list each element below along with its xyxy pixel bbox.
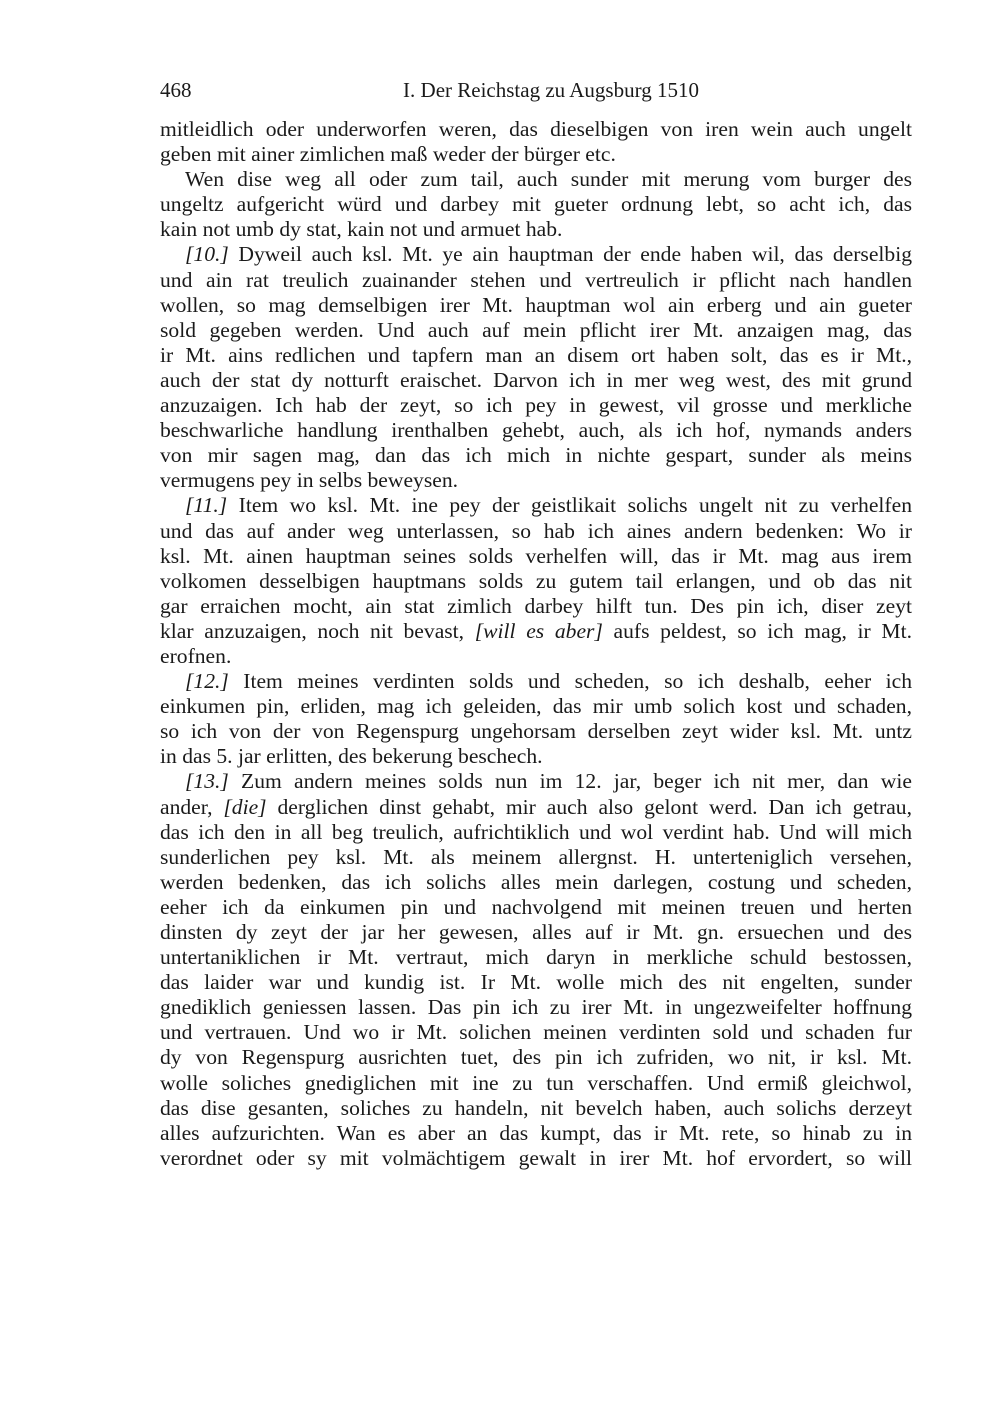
text-line <box>160 845 912 870</box>
text-line <box>160 870 912 895</box>
text-line <box>160 117 912 142</box>
line-text: auch der stat dy notturft eraischet. Darvon ich in mer weg west, des mit grund <box>160 367 912 392</box>
text-line <box>160 418 912 443</box>
running-title: I. Der Reichstag zu Augsburg 1510 <box>403 78 699 102</box>
line-text: wolle soliches gnediglichen mit ine zu tun verschaffen. Und ermiß gleichwol, <box>160 1070 912 1095</box>
line-text: ungeltz aufgericht würd und darbey mit gueter ordnung lebt, so acht ich, das <box>160 192 912 217</box>
paragraph <box>160 669 912 769</box>
line-text: in das 5. jar erlitten, des bekerung beschech. <box>160 744 543 769</box>
text-line <box>160 1071 912 1096</box>
text-line <box>160 217 912 242</box>
text-line <box>160 569 912 594</box>
line-text: beschwarliche handlung irenthalben gehebt, auch, als ich hof, nymands anders <box>160 418 912 443</box>
text-line <box>160 1146 912 1171</box>
text-line <box>160 719 912 744</box>
line-text: ksl. Mt. ainen hauptman seines solds verhelfen will, das ir Mt. mag aus irem <box>160 543 912 568</box>
line-text: volkomen desselbigen hauptmans solds zu gutem tail erlangen, und ob das nit <box>160 568 912 593</box>
text-line <box>160 318 912 343</box>
text-line <box>160 895 912 920</box>
text-line <box>160 1121 912 1146</box>
text-line <box>160 242 912 267</box>
line-text: Wen dise weg all oder zum tail, auch sunder mit merung vom burger des <box>185 167 912 192</box>
line-text: kain not umb dy stat, kain not und armuet hab. <box>160 217 563 242</box>
line-text: ir Mt. ains redlichen und tapfern man an disem ort haben solt, das es ir Mt., <box>160 342 912 367</box>
paragraph <box>160 242 912 493</box>
text-line <box>160 995 912 1020</box>
text-line <box>160 594 912 619</box>
line-text: gnediklich geniessen lassen. Das pin ich zu irer Mt. in ungezweifelter hoffnung <box>160 995 912 1020</box>
line-text: alles aufzurichten. Wan es aber an das kumpt, das ir Mt. rete, so hinab zu in <box>160 1120 912 1145</box>
line-text: untertaniklichen ir Mt. vertraut, mich daryn in merkliche schuld bestossen, <box>160 945 912 970</box>
text-line <box>160 192 912 217</box>
text-line <box>160 343 912 368</box>
line-text: derglichen dinst gehabt, mir auch also gelont werd. Dan ich getrau, <box>266 794 912 819</box>
text-line <box>160 443 912 468</box>
line-text: Zum andern meines solds nun im 12. jar, beger ich nit mer, dan wie <box>228 769 912 794</box>
page-header <box>160 78 912 108</box>
line-text: Dyweil auch ksl. Mt. ye ain hauptman der ende haben wil, das derselbig <box>228 242 912 267</box>
line-text: sunderlichen pey ksl. Mt. als meinem allergnst. H. unterteniglich versehen, <box>160 844 912 869</box>
line-text: das ich den in all beg treulich, aufrichtiklich und wol verdint hab. Und will mich <box>160 819 912 844</box>
line-text: gar erraichen mocht, ain stat zimlich darbey hilft tun. Des pin ich, diser zeyt <box>160 593 912 618</box>
text-line <box>160 368 912 393</box>
line-text: wollen, so mag demselbigen irer Mt. hauptman wol ain erberg und ain gueter <box>160 292 912 317</box>
text-line <box>160 669 912 694</box>
text-line <box>160 820 912 845</box>
text-line <box>160 744 912 769</box>
line-text: dy von Regenspurg ausrichten tuet, des pin ich zufriden, wo nit, ir ksl. Mt. <box>160 1045 912 1070</box>
line-text: vermugens pey in selbs beweysen. <box>160 468 459 493</box>
line-text: eeher ich da einkumen pin und nachvolgend mit meinen treuen und herten <box>160 894 912 919</box>
line-text: und ain rat treulich zuainander stehen und vertreulich ir pflicht nach handlen <box>160 267 912 292</box>
line-text: das laider war und kundig ist. Ir Mt. wolle mich des nit engelten, sunder <box>160 970 912 995</box>
line-text: geben mit ainer zimlichen maß weder der bürger etc. <box>160 142 616 167</box>
text-line <box>160 468 912 493</box>
editorial-mark: [13.] <box>185 769 229 794</box>
text-line <box>160 1020 912 1045</box>
paragraph <box>160 117 912 167</box>
text-line <box>160 519 912 544</box>
editorial-mark: [will es aber] <box>474 618 603 643</box>
line-text: dinsten dy zeyt der jar her gewesen, alles auf ir Mt. gn. ersuechen und des <box>160 920 912 944</box>
line-text: Item wo ksl. Mt. ine pey der geistlikait solichs ungelt nit zu verhelfen <box>227 493 912 518</box>
line-text: von mir sagen mag, dan das ich mich in nichte gespart, sunder als meins <box>160 443 912 468</box>
line-text: und das auf ander weg unterlassen, so hab ich aines andern bedenken: Wo ir <box>160 518 912 543</box>
text-line <box>160 142 912 167</box>
text-line <box>160 293 912 318</box>
text-line <box>160 393 912 418</box>
line-text: anzuzaigen. Ich hab der zeyt, so ich pey in gewest, vil grosse und merkliche <box>160 393 912 418</box>
text-line <box>160 1096 912 1121</box>
text-line <box>160 1045 912 1070</box>
text-line <box>160 970 912 995</box>
editorial-mark: [die] <box>223 794 267 819</box>
text-line <box>160 920 912 945</box>
text-line <box>160 795 912 820</box>
line-text: verordnet oder sy mit volmächtigem gewalt in irer Mt. hof ervordert, so will <box>160 1145 912 1170</box>
line-text: sold gegeben werden. Und auch auf mein pflicht irer Mt. anzaigen mag, das <box>160 317 912 342</box>
text-line <box>160 268 912 293</box>
page-number: 468 <box>160 78 192 102</box>
text-line <box>160 619 912 644</box>
text-line <box>160 769 912 794</box>
paragraph <box>160 167 912 242</box>
line-text: werden bedenken, das ich solichs alles mein darlegen, costung und scheden, <box>160 869 912 894</box>
paragraph <box>160 769 912 1171</box>
text-line <box>160 945 912 970</box>
text-line <box>160 167 912 192</box>
text-line <box>160 644 912 669</box>
paragraph <box>160 493 912 669</box>
line-text: aufs peldest, so ich mag, ir Mt. <box>602 618 912 643</box>
line-text: so ich von der von Regenspurg ungehorsam derselben zeyt wider ksl. Mt. untz <box>160 719 912 744</box>
line-text: einkumen pin, erliden, mag ich geleiden, das mir umb solich kost und schaden, <box>160 694 912 719</box>
editorial-mark: [10.] <box>185 242 229 267</box>
line-text: das dise gesanten, soliches zu handeln, nit bevelch haben, auch solichs derzeyt <box>160 1095 912 1120</box>
text-line <box>160 694 912 719</box>
line-text: mitleidlich oder underworfen weren, das dieselbigen von iren wein auch ungelt <box>160 117 912 141</box>
line-text: Item meines verdinten solds und scheden, so ich deshalb, eeher ich <box>228 669 912 694</box>
line-text: klar anzuzaigen, noch nit bevast, <box>160 618 475 643</box>
line-text: und vertrauen. Und wo ir Mt. solichen meinen verdinten sold und schaden fur <box>160 1020 912 1045</box>
text-line <box>160 544 912 569</box>
text-line <box>160 493 912 518</box>
editorial-mark: [12.] <box>185 669 229 694</box>
line-text: erofnen. <box>160 643 232 668</box>
editorial-mark: [11.] <box>185 493 228 518</box>
line-text: ander, <box>160 794 224 819</box>
body-text <box>160 117 912 1171</box>
